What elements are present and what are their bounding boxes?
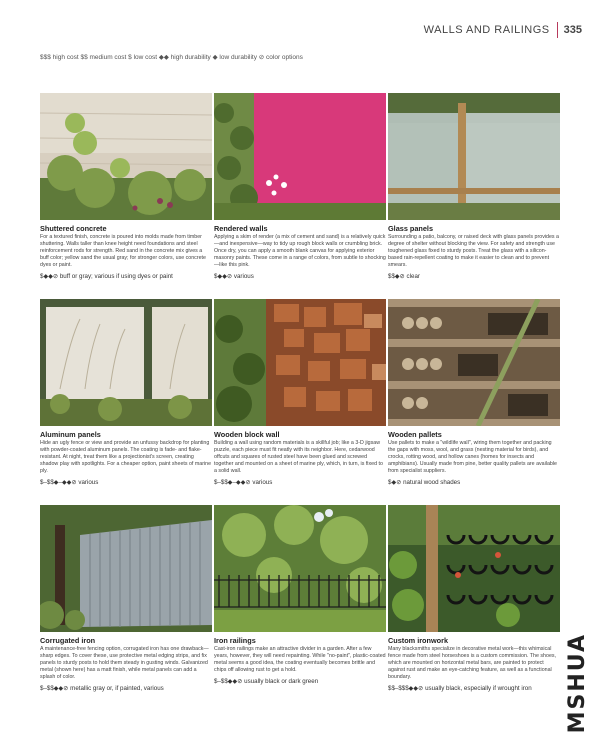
card-title: Glass panels [388, 224, 434, 233]
card-meta: $◆⊘ natural wood shades [388, 478, 461, 486]
card-meta: $◆◆⊘ various [214, 272, 254, 280]
card-description: Cast-iron railings make an attractive divider in a garden. After a few years, however, they will need repainting. While "no-paint", plastic-coated metal seems a good idea, the coating eventually becomes brittle and chips off allowing rust to get a hold. [214, 646, 386, 673]
card-description: For a textured finish, concrete is poured into molds made from timber shuttering. Walls taller than knee height need foundations and steel reinforcement rods for strength. Red sand in the concrete mix gives a buff color; yellow sand the usual gray; for stronger colors, use concrete dyes or paint. [40, 234, 206, 268]
header-divider [557, 22, 558, 38]
card-title: Wooden block wall [214, 430, 280, 439]
card-meta: $–$$◆–◆◆⊘ various [214, 478, 273, 486]
section-title: WALLS AND RAILINGS [423, 24, 550, 36]
card-description: Use pallets to make a "wildlife wall", wiring them together and packing the gaps with moss, wool, and grass (nesting material for birds), and crocks, rotting wood, and hollow canes (homes for insects and amphibians). Usually made from pine, better quality pallets are available from specialist suppliers. [388, 440, 557, 474]
card-meta: $$◆⊘ clear [388, 272, 420, 280]
card-description: Applying a skim of render (a mix of cement and sand) is a relatively quick—and inexpensive—way to tidy up rough block walls or crumbling brick. Once dry, you can apply a smooth blank canvas for applying exterior masonry paints. These come in a range of colors, from subtle to shocking—like this pink. [214, 234, 386, 268]
card-meta: $–$$◆–◆◆⊘ various [40, 478, 99, 486]
page-header [424, 22, 582, 38]
cost-legend: $$$ high cost $$ medium cost $ low cost ◆◆ high durability ◆ low durability ⊘ color options [40, 54, 303, 61]
card-description: Building a wall using random materials is a skillful job; like a 3-D jigsaw puzzle, each piece must fit neatly with its neighbor. Here, cedarwood offcuts and squares of rusted steel have been glued and screwed together and mounted on a sheet of marine ply, which, in turn, is fixed to a solid wall. [214, 440, 383, 474]
card-title: Corrugated iron [40, 636, 96, 645]
shuttered-concrete-photo [40, 93, 212, 220]
glass-panels-photo [388, 93, 560, 220]
card-title: Shuttered concrete [40, 224, 107, 233]
page-number: 335 [563, 24, 582, 36]
card-title: Custom ironwork [388, 636, 448, 645]
card-meta: $◆◆⊘ buff or gray; various if using dyes or paint [40, 272, 173, 280]
card-description: Surrounding a patio, balcony, or raised deck with glass panels provides a degree of shelter without blocking the view. For safety and strength use toughened glass fixed to sturdy posts. Treat the glass with a silicon-based rain-repellent coating to make it easier to clean and to prevent smears. [388, 234, 559, 268]
wooden-pallets-photo [388, 299, 560, 426]
card-description: A maintenance-free fencing option, corrugated iron has one drawback—sharp edges. To cover these, use protective metal edging strips, and fix panels to sturdy posts to hold them steady in gusting winds. Galvanized metal (shown here) has a matt finish, while metal panels can add a splash of color. [40, 646, 209, 680]
aluminum-panels-photo [40, 299, 212, 426]
card-meta: $–$$◆◆⊘ metallic gray or, if painted, various [40, 684, 164, 692]
watermark: MSHUA [565, 632, 590, 733]
card-title: Wooden pallets [388, 430, 442, 439]
card-title: Iron railings [214, 636, 256, 645]
card-title: Aluminum panels [40, 430, 101, 439]
card-meta: $–$$◆◆⊘ usually black or dark green [214, 677, 319, 685]
card-title: Rendered walls [214, 224, 268, 233]
card-meta: $$–$$$◆◆⊘ usually black, especially if wrought iron [388, 684, 532, 692]
iron-railings-photo [214, 505, 386, 632]
wooden-block-wall-photo [214, 299, 386, 426]
custom-ironwork-photo [388, 505, 560, 632]
card-description: Many blacksmiths specialize in decorative metal work—this whimsical fence made from steel horseshoes is a custom commission. The shoes, which are mounted on horizontal metal bars, are painted to protect against rust and make an eye-catching feature, as well as a functional boundary. [388, 646, 557, 680]
rendered-walls-photo [214, 93, 386, 220]
corrugated-iron-photo [40, 505, 212, 632]
card-description: Hide an ugly fence or view and provide an unfussy backdrop for planting with powder-coated aluminum panels. The coating is fade- and flake-resistant. At night, treat them like a projectionist's screen, creating shadow play with spotlights. For a cheaper option, paint sheets of marine ply. [40, 440, 212, 474]
